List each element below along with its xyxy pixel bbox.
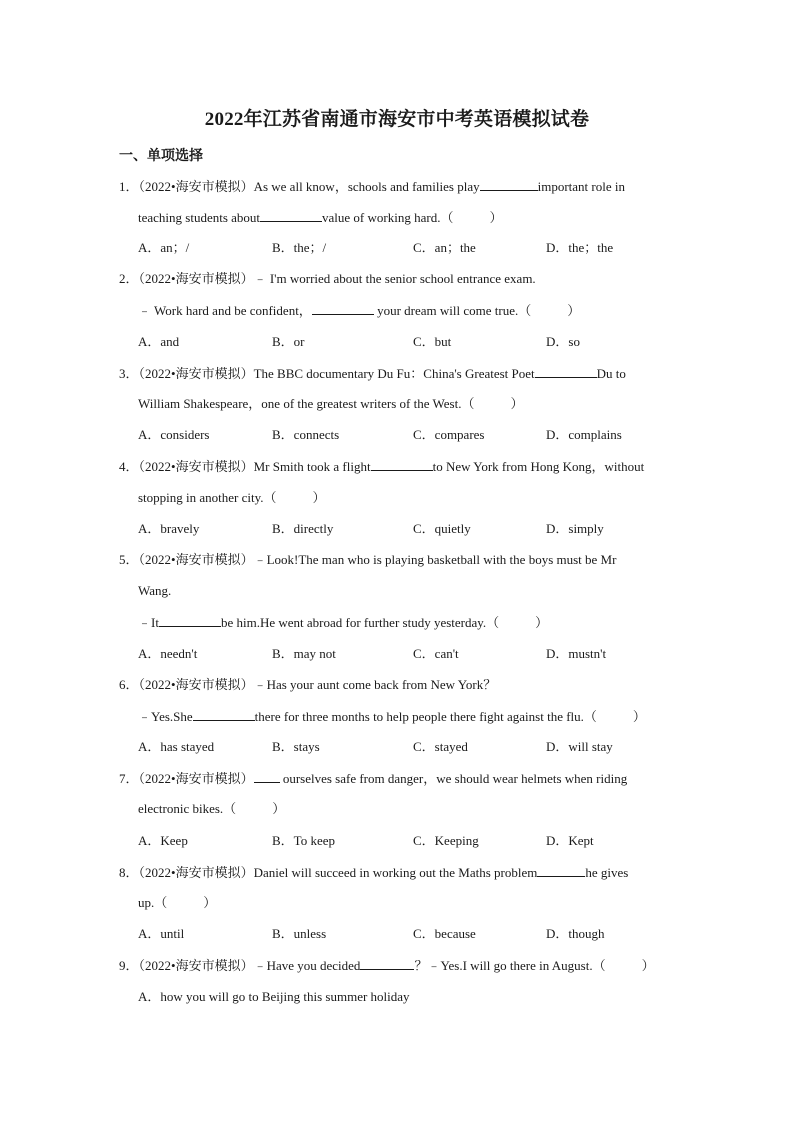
question-number: 1． [119, 179, 139, 194]
option-c[interactable]: C．compares [413, 427, 485, 442]
question-text: to New York from Hong Kong，without [432, 459, 645, 474]
question-text: ） [632, 709, 646, 724]
question-2 [119, 270, 536, 288]
option-c[interactable]: C．quietly [413, 521, 471, 536]
question-7-cont [138, 800, 285, 818]
question-4-cont [138, 489, 326, 507]
question-text: stopping in another city.（ [138, 490, 277, 505]
question-text: ） [203, 895, 217, 910]
option-c[interactable]: C．can't [413, 646, 459, 661]
option-c[interactable]: C．but [413, 334, 452, 349]
question-text: he gives [585, 865, 629, 880]
question-text: As we all know，schools and families play [253, 179, 480, 194]
question-text: Wang. [138, 583, 172, 598]
option-a[interactable]: A．bravely [138, 521, 200, 536]
question-text: ﹣Yes.She [138, 709, 193, 724]
question-8-cont [138, 894, 216, 912]
answer-blank[interactable] [371, 457, 433, 471]
question-text: ） [641, 958, 655, 973]
answer-blank[interactable] [360, 956, 414, 970]
question-source: （2022•海安市模拟） [138, 459, 254, 474]
question-text: value of working hard.（ [322, 210, 454, 225]
question-source: （2022•海安市模拟） [138, 552, 254, 567]
question-text: ﹣ Work hard and be confident， [138, 303, 312, 318]
question-5-cont [138, 582, 171, 600]
option-d[interactable]: D．will stay [546, 739, 613, 754]
option-b[interactable]: B．stays [272, 739, 320, 754]
question-text: The BBC documentary Du Fu：China's Greatest Poet [253, 366, 535, 381]
question-number: 4． [119, 459, 139, 474]
question-text: ） [272, 801, 286, 816]
question-text: ） [489, 210, 503, 225]
page-title: 2022年江苏省南通市海安市中考英语模拟试卷 [204, 109, 590, 130]
option-a[interactable]: A．considers [138, 427, 210, 442]
option-b[interactable]: B．the；/ [272, 240, 327, 255]
question-text: electronic bikes.（ [138, 801, 237, 816]
question-3 [119, 364, 626, 383]
question-number: 2． [119, 271, 139, 286]
option-a[interactable]: A．until [138, 926, 185, 941]
question-text: up.（ [138, 895, 168, 910]
question-source: （2022•海安市模拟） [138, 179, 254, 194]
option-b[interactable]: B．directly [272, 521, 334, 536]
option-a[interactable]: A．how you will go to Beijing this summer holiday [138, 989, 410, 1004]
question-source: （2022•海安市模拟） [138, 958, 254, 973]
question-4 [119, 457, 644, 476]
option-c[interactable]: C．Keeping [413, 833, 479, 848]
question-number: 7． [119, 771, 139, 786]
question-6 [119, 676, 496, 694]
question-text: ourselves safe from danger，we should wear helmets when riding [282, 771, 628, 786]
question-1 [119, 177, 625, 196]
question-text: there for three months to help people there fight against the flu.（ [254, 709, 597, 724]
question-7 [119, 769, 627, 788]
answer-blank[interactable] [254, 769, 280, 783]
option-d[interactable]: D．mustn't [546, 646, 607, 661]
question-text: ﹣Has your aunt come back from New York？ [253, 677, 497, 692]
answer-blank[interactable] [159, 613, 221, 627]
option-b[interactable]: B．To keep [272, 833, 335, 848]
question-number: 5． [119, 552, 139, 567]
option-d[interactable]: D．simply [546, 521, 604, 536]
question-2-cont [138, 301, 580, 320]
option-b[interactable]: B．may not [272, 646, 336, 661]
question-text: be him.He went abroad for further study yesterday.（ [220, 615, 500, 630]
question-text: ﹣It [138, 615, 159, 630]
question-text: Mr Smith took a flight [253, 459, 371, 474]
question-text: ） [510, 396, 524, 411]
option-c[interactable]: C．because [413, 926, 476, 941]
question-source: （2022•海安市模拟） [138, 771, 254, 786]
option-a[interactable]: A．and [138, 334, 180, 349]
question-source: （2022•海安市模拟） [138, 271, 254, 286]
answer-blank[interactable] [535, 364, 597, 378]
answer-blank[interactable] [312, 301, 374, 315]
question-text: ？﹣Yes.I will go there in August.（ [414, 958, 606, 973]
question-number: 9． [119, 958, 139, 973]
option-a[interactable]: A．an；/ [138, 240, 190, 255]
question-source: （2022•海安市模拟） [138, 865, 254, 880]
answer-blank[interactable] [480, 177, 538, 191]
question-text: Daniel will succeed in working out the Maths problem [253, 865, 538, 880]
question-8 [119, 863, 628, 882]
question-5 [119, 551, 616, 569]
question-3-cont [138, 395, 523, 413]
option-a[interactable]: A．needn't [138, 646, 198, 661]
question-text: ﹣ I'm worried about the senior school entrance exam. [253, 271, 536, 286]
question-6-cont [138, 707, 646, 726]
option-c[interactable]: C．an；the [413, 240, 476, 255]
option-b[interactable]: B．connects [272, 427, 340, 442]
question-number: 3． [119, 366, 139, 381]
option-d[interactable]: D．though [546, 926, 605, 941]
option-a[interactable]: A．has stayed [138, 739, 215, 754]
question-source: （2022•海安市模拟） [138, 366, 254, 381]
question-text: your dream will come true.（ [377, 303, 532, 318]
answer-blank[interactable] [537, 863, 585, 877]
question-text: ） [567, 303, 581, 318]
question-number: 6． [119, 677, 139, 692]
question-5-reply [138, 613, 548, 632]
question-1-cont [138, 208, 502, 227]
question-text: ） [535, 615, 549, 630]
question-source: （2022•海安市模拟） [138, 677, 254, 692]
question-text: ﹣Look!The man who is playing basketball with the boys must be Mr [253, 552, 617, 567]
answer-blank[interactable] [260, 208, 322, 222]
answer-blank[interactable] [193, 707, 255, 721]
question-number: 8． [119, 865, 139, 880]
option-b[interactable]: B．or [272, 334, 305, 349]
question-text: important role in [537, 179, 625, 194]
option-a[interactable]: A．Keep [138, 833, 188, 848]
option-d[interactable]: D．so [546, 334, 580, 349]
option-d[interactable]: D．complains [546, 427, 622, 442]
option-b[interactable]: B．unless [272, 926, 327, 941]
question-text: Du to [596, 366, 626, 381]
question-text: teaching students about [138, 210, 261, 225]
option-d[interactable]: D．Kept [546, 833, 594, 848]
question-text: William Shakespeare，one of the greatest writers of the West.（ [138, 396, 475, 411]
question-text: ﹣Have you decided [253, 958, 361, 973]
section-heading: 一、单项选择 [119, 149, 203, 164]
option-c[interactable]: C．stayed [413, 739, 468, 754]
question-text: ） [312, 490, 326, 505]
question-9 [119, 956, 655, 975]
option-d[interactable]: D．the；the [546, 240, 614, 255]
